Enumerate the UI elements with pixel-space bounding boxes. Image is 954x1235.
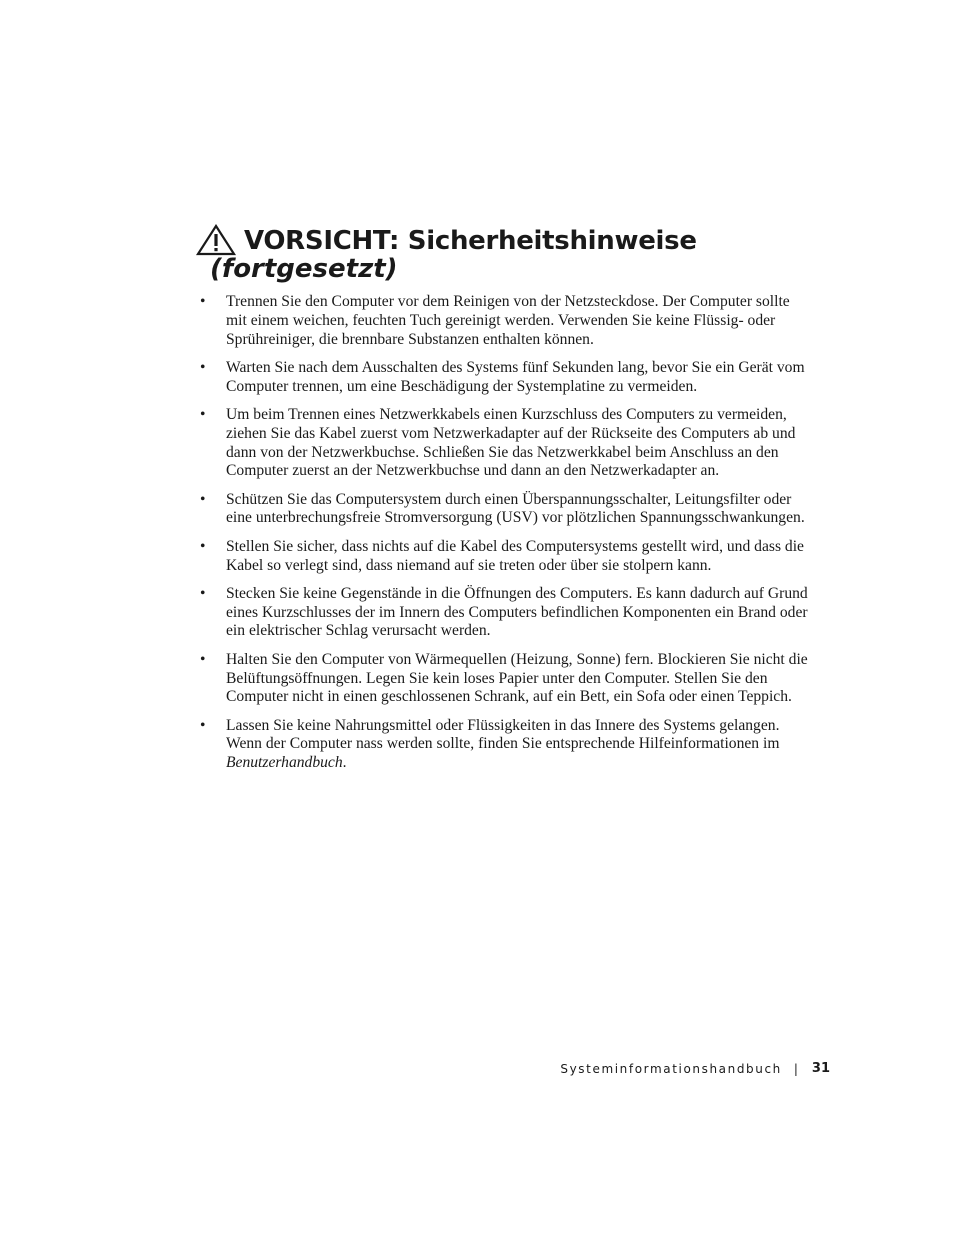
bullet-dot: •: [200, 537, 206, 555]
bullet-dot: •: [200, 650, 206, 668]
list-item-text: Trennen Sie den Computer vor dem Reinigen von der Netzsteckdose. Der Computer sollte mit einem weichen, feuchten Tuch gereinigt werden. Verwenden Sie keine Flüssig- oder Sprühreiniger, die brennbare Substanzen enthalten können.: [226, 293, 790, 348]
list-item-text: Halten Sie den Computer von Wärmequellen (Heizung, Sonne) fern. Blockieren Sie nicht die Belüftungsöffnungen. Legen Sie kein loses Papier unter den Computer. Stellen Sie den Computer nicht in einen geschlossenen Schrank, auf ein Bett, ein Sofa oder einen Teppich.: [226, 650, 808, 706]
bullet-dot: •: [200, 584, 206, 602]
list-item: [200, 585, 808, 641]
footer-book-title: Systeminformationshandbuch: [560, 1061, 782, 1076]
list-item: [200, 717, 808, 773]
list-item-text: Um beim Trennen eines Netzwerkkabels einen Kurzschluss des Computers zu vermeiden, ziehen Sie das Kabel zuerst vom Netzwerkadapter auf der Rückseite des Computers ab und dann von der Netzwerkbuchse. Schließen Sie das Netzwerkkabel beim Anschluss an den Computer zuerst an der Netzwerkbuchse und dann an den Netzwerkadapter an.: [226, 405, 796, 480]
list-item-text: Schützen Sie das Computersystem durch einen Überspannungsschalter, Leitungsfilter oder eine unterbrechungsfreie Stromversorgung (USV) vor plötzlichen Spannungsschwankungen.: [226, 490, 805, 527]
list-item-text: Warten Sie nach dem Ausschalten des Systems fünf Sekunden lang, bevor Sie ein Gerät vom Computer trennen, um eine Beschädigung der Systemplatine zu vermeiden.: [226, 358, 805, 395]
list-item: [200, 406, 808, 481]
list-item: [200, 359, 808, 397]
heading-subtitle: (fortgesetzt): [210, 254, 398, 284]
bullet-dot: •: [200, 716, 206, 734]
list-item: [200, 293, 808, 349]
list-item-text: Lassen Sie keine Nahrungsmittel oder Flüssigkeiten in das Innere des Systems gelangen. Wenn der Computer nass werden sollte, finden Sie entsprechende Hilfeinformationen im: [226, 716, 780, 753]
page-footer: [560, 1061, 830, 1076]
list-item-text: Stellen Sie sicher, dass nichts auf die Kabel des Computersystems gestellt wird, und dass die Kabel so verlegt sind, dass niemand auf sie treten oder über sie stolpern kann.: [226, 537, 804, 574]
list-item: [200, 491, 808, 529]
bullet-dot: •: [200, 405, 206, 423]
list-item: [200, 651, 808, 707]
list-item-text: Stecken Sie keine Gegenstände in die Öffnungen des Computers. Es kann dadurch auf Grund eines Kurzschlusses der im Innern des Computers befindlichen Komponenten ein Brand oder ein elektrischer Schlag verursacht werden.: [226, 584, 808, 640]
section-heading: [196, 220, 836, 284]
caution-label: VORSICHT:: [244, 226, 400, 256]
bullet-dot: •: [200, 293, 206, 310]
heading-title: [244, 226, 697, 256]
footer-separator: |: [793, 1061, 798, 1076]
page-number: 31: [811, 1061, 830, 1076]
list-item-tail: .: [342, 754, 347, 772]
manual-title: Benutzerhandbuch: [226, 754, 343, 772]
safety-instructions-list: [200, 293, 808, 783]
bullet-dot: •: [200, 358, 206, 376]
bullet-dot: •: [200, 490, 206, 508]
heading-title-text: Sicherheitshinweise: [399, 226, 697, 256]
list-item: [200, 538, 808, 576]
heading-line: [196, 220, 836, 256]
warning-triangle-icon: [196, 224, 236, 256]
